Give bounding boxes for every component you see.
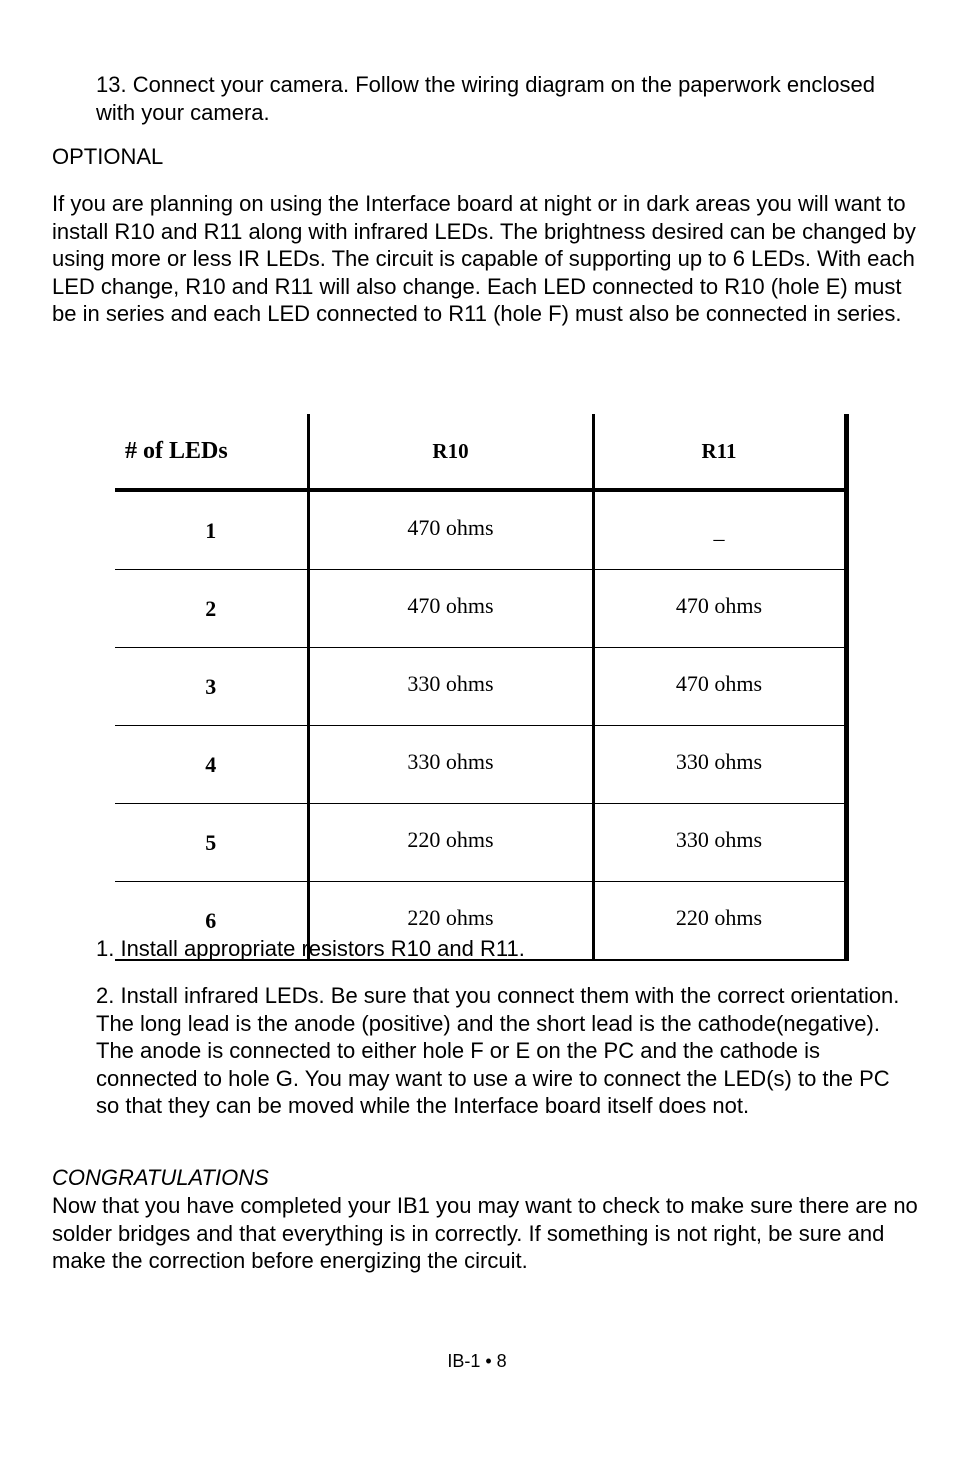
led-count-cell: 1 xyxy=(205,517,217,543)
r10-cell: 220 ohms xyxy=(308,804,593,882)
r10-cell: 470 ohms xyxy=(308,570,593,648)
r10-cell: 330 ohms xyxy=(308,648,593,726)
step-1-text: 1. Install appropriate resistors R10 and R11. xyxy=(96,936,525,961)
r11-cell: 470 ohms xyxy=(593,570,846,648)
table-row xyxy=(115,490,846,570)
step-13-text: 13. Connect your camera. Follow the wiring diagram on the paperwork enclosed with your camera. xyxy=(96,72,875,125)
r11-cell: 470 ohms xyxy=(593,648,846,726)
step-2-text: 2. Install infrared LEDs. Be sure that you connect them with the correct orientation. The long lead is the anode (positive) and the short lead is the cathode(negative). The anode is connected to either hole F or E on the PC and the cathode is connected to hole G. You may want to use a wire to connect the LED(s) to the PC so that they can be moved while the Interface board itself does not. xyxy=(96,983,900,1118)
congratulations-heading: CONGRATULATIONS xyxy=(52,1165,269,1190)
led-count-cell: 2 xyxy=(205,595,217,621)
optional-description: If you are planning on using the Interface board at night or in dark areas you will want to install R10 and R11 along with infrared LEDs. The brightness desired can be changed by using more or less IR LEDs. The circuit is capable of supporting up to 6 LEDs. With each LED change, R10 and R11 will also change. Each LED connected to R10 (hole E) must be in series and each LED connected to R11 (hole F) must also be connected in series. xyxy=(52,191,916,326)
r10-cell: 220 ohms xyxy=(308,882,593,961)
r10-cell: 330 ohms xyxy=(308,726,593,804)
table-row xyxy=(115,570,846,648)
header-num-leds: # of LEDs xyxy=(125,437,228,464)
table-header-row xyxy=(115,414,846,490)
optional-heading: OPTIONAL xyxy=(52,144,164,169)
header-r10: R10 xyxy=(308,414,593,490)
r11-cell: 330 ohms xyxy=(593,804,846,882)
led-count-cell: 6 xyxy=(205,907,217,933)
table-row xyxy=(115,804,846,882)
r11-cell: 220 ohms xyxy=(593,882,846,961)
header-r11: R11 xyxy=(593,414,846,490)
page-footer: IB-1 • 8 xyxy=(447,1351,507,1371)
led-resistor-table xyxy=(115,414,849,961)
congratulations-text: Now that you have completed your IB1 you may want to check to make sure there are no solder bridges and that everything is in correctly. If something is not right, be sure and make the correction before energizing the circuit. xyxy=(52,1193,918,1273)
led-count-cell: 5 xyxy=(205,829,217,855)
r10-cell: 470 ohms xyxy=(308,490,593,570)
led-count-cell: 3 xyxy=(205,673,217,699)
r11-cell: _ xyxy=(593,490,846,570)
r11-cell: 330 ohms xyxy=(593,726,846,804)
led-count-cell: 4 xyxy=(205,751,217,777)
table-row xyxy=(115,726,846,804)
table-row xyxy=(115,648,846,726)
